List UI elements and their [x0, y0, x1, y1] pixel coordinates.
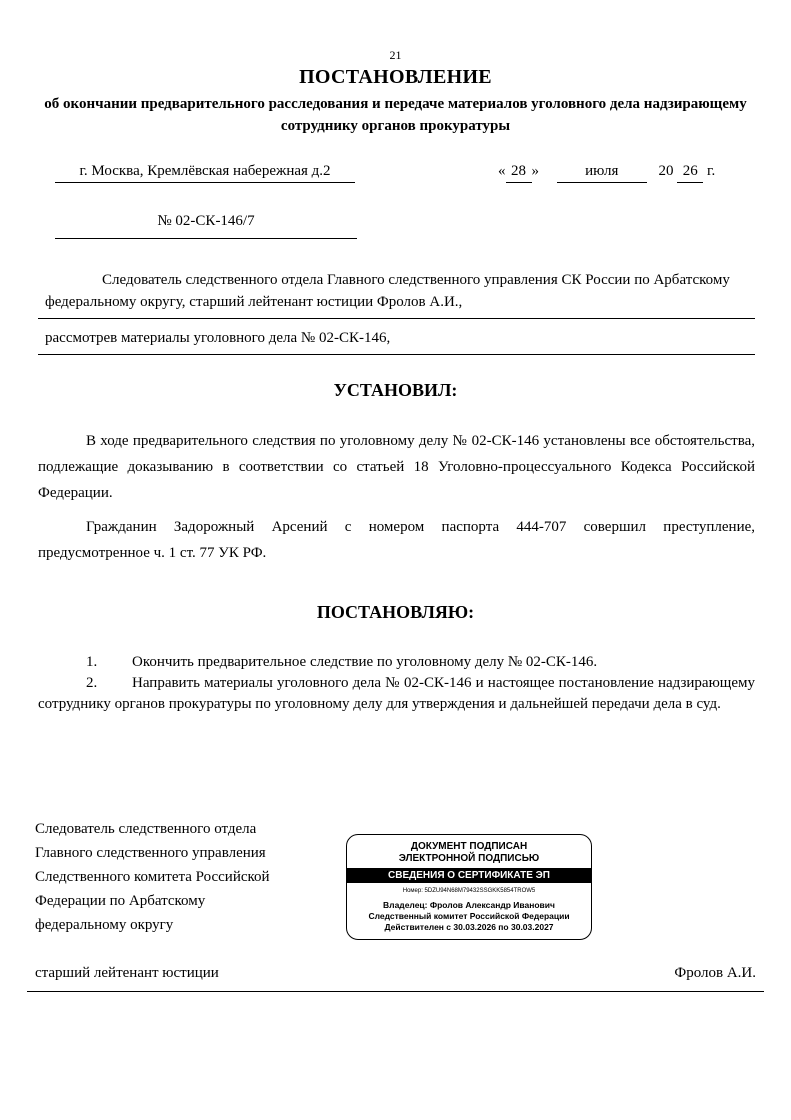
reviewed-underline [38, 354, 755, 355]
date-field [498, 160, 715, 183]
signature-line: Федерации по Арбатскому [35, 893, 206, 909]
resolved-heading: ПОСТАНОВЛЯЮ: [316, 602, 475, 622]
date-close-quote: » [531, 163, 539, 179]
document-title: ПОСТАНОВЛЕНИЕ [299, 66, 492, 88]
intro-underline [38, 318, 755, 319]
date-year-prefix: 20 [658, 163, 674, 179]
list-item [38, 652, 755, 673]
list-item-number: 1. [86, 654, 98, 670]
document-number: № 02-СК-146/7 [157, 213, 255, 229]
list-item-number: 2. [86, 675, 98, 691]
signature-line: федеральному округу [35, 917, 174, 933]
date-month: июля [557, 160, 647, 183]
resolved-list [38, 652, 755, 715]
list-item-text: Направить материалы уголовного дела № 02-СК-146 и настоящее постановление надзирающему сотруднику органов прокуратуры по уголовному делу для утверждения и дальнейшей передачи дела в суд. [38, 675, 755, 712]
stamp-title-line-1: ДОКУМЕНТ ПОДПИСАН [410, 841, 528, 852]
bottom-divider [27, 991, 764, 992]
established-paragraph-1: В ходе предварительного следствия по уголовному делу № 02-СК-146 установлены все обстоятельства, подлежащие доказыванию в соответствии со статьей 18 Уголовно-процессуального Кодекса Российской Федерации. [38, 433, 755, 501]
stamp-organization: Следственный комитет Российской Федерации [368, 911, 570, 921]
stamp-title-line-2: ЭЛЕКТРОННОЙ ПОДПИСЬЮ [398, 853, 540, 864]
date-year-unit: г. [707, 163, 716, 179]
signature-block [35, 817, 325, 937]
signature-line: Следователь следственного отдела [35, 821, 257, 837]
date-year-suffix: 26 [677, 160, 703, 183]
place-field: г. Москва, Кремлёвская набережная д.2 [55, 160, 355, 183]
established-paragraph-2: Гражданин Задорожный Арсений с номером паспорта 444-707 совершил преступление, предусмотренное ч. 1 ст. 77 УК РФ. [38, 519, 755, 561]
signature-line: Следственного комитета Российской [35, 869, 270, 885]
signer-name: Фролов А.И. [674, 965, 756, 981]
list-item-text: Окончить предварительное следствие по уголовному делу № 02-СК-146. [132, 654, 598, 670]
reviewed-line: рассмотрев материалы уголовного дела № 02-СК-146, [45, 330, 391, 346]
electronic-signature-stamp [346, 834, 592, 940]
stamp-certificate-bar: СВЕДЕНИЯ О СЕРТИФИКАТЕ ЭП [347, 868, 591, 883]
intro-paragraph [45, 269, 755, 313]
stamp-certificate-number: Номер: 5DZU94N68M79432SSGKK5854TROW5 [402, 888, 536, 894]
date-open-quote: « [498, 163, 506, 179]
stamp-validity: Действителен с 30.03.2026 по 30.03.2027 [384, 922, 554, 932]
document-subtitle: об окончании предварительного расследования и передаче материалов уголовного дела надзирающему сотруднику органов прокуратуры [44, 96, 747, 134]
stamp-owner: Владелец: Фролов Александр Иванович [383, 900, 555, 910]
signature-line: Главного следственного управления [35, 845, 266, 861]
page-number: 21 [389, 48, 402, 62]
established-heading: УСТАНОВИЛ: [333, 380, 458, 400]
intro-text: Следователь следственного отдела Главного следственного управления СК России по Арбатскому федеральному округу, старший лейтенант юстиции Фролов А.И., [45, 272, 730, 310]
signer-rank: старший лейтенант юстиции [35, 965, 219, 981]
date-day: 28 [506, 160, 532, 183]
document-number-line [55, 238, 357, 239]
list-item [38, 673, 755, 715]
